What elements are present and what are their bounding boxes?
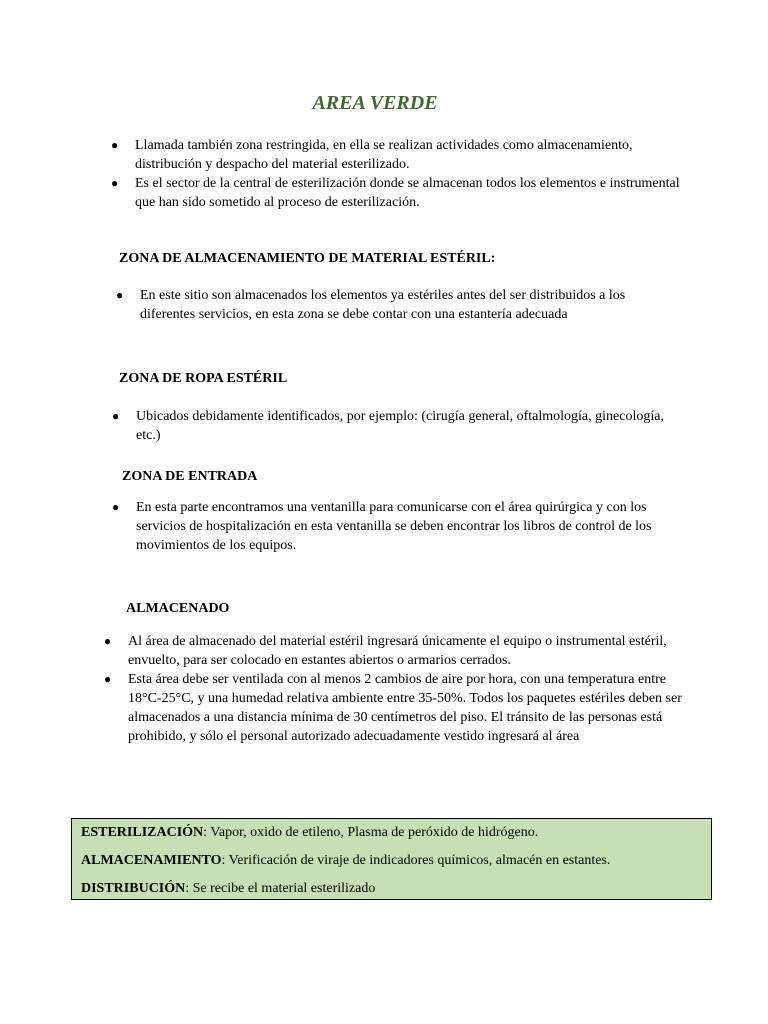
list-item: ● Ubicados debidamente identificados, por ejemplo: (cirugía general, oftalmología, ginecología, etc.)	[112, 409, 664, 443]
bullet-icon: ●	[112, 409, 120, 423]
bullet-icon: ●	[111, 138, 119, 152]
section-heading-almacenamiento: ZONA DE ALMACENAMIENTO DE MATERIAL ESTÉRIL:	[119, 251, 496, 266]
bullet-icon: ●	[111, 176, 119, 190]
summary-row-almacenamiento: ALMACENAMIENTO: Verificación de viraje de indicadores químicos, almacén en estantes.	[81, 853, 611, 868]
section-list-almacenado	[104, 632, 703, 746]
page-title: AREA VERDE	[312, 92, 438, 114]
bullet-icon: ●	[104, 672, 112, 686]
list-item: ● Llamada también zona restringida, en ella se realizan actividades como almacenamiento, distribución y despacho del material esterilizado.	[111, 138, 633, 172]
intro-list	[111, 136, 695, 212]
section-heading-ropa-esteril: ZONA DE ROPA ESTÉRIL	[119, 371, 288, 386]
list-item: ● Al área de almacenado del material estéril ingresará únicamente el equipo o instrumental estéril, envuelto, para ser colocado en estantes abiertos o armarios cerrados.	[104, 634, 667, 668]
section-list-ropa-esteril	[112, 407, 666, 445]
list-item: ● Es el sector de la central de esterilización donde se almacenan todos los elementos e instrumental que han sido sometido al proceso de esterilización.	[111, 176, 680, 210]
section-heading-zona-entrada: ZONA DE ENTRADA	[122, 469, 258, 484]
list-item: ● En este sitio son almacenados los elementos ya estériles antes del ser distribuidos a los diferentes servicios, en esta zona se debe contar con una estantería adecuada	[116, 288, 626, 322]
section-heading-almacenado: ALMACENADO	[126, 601, 230, 616]
summary-row-distribucion: DISTRIBUCIÓN: Se recibe el material esterilizado	[81, 881, 376, 896]
bullet-icon: ●	[116, 288, 124, 302]
bullet-icon: ●	[112, 500, 120, 514]
section-list-zona-entrada	[112, 498, 676, 555]
list-item: ● En esta parte encontramos una ventanilla para comunicarse con el área quirúrgica y con los servicios de hospitalización en esta ventanilla se deben encontrar los libros de control de los movimientos de los equipos.	[112, 500, 652, 553]
list-item: ● Esta área debe ser ventilada con al menos 2 cambios de aire por hora, con una temperatura entre 18°C-25°C, y una humedad relativa ambiente entre 35-50%. Todos los paquetes estériles deben ser almacenados a una distancia mínima de 30 centímetros del piso. El tránsito de las personas está prohibido, y sólo el personal autorizado adecuadamente vestido ingresará al área	[104, 672, 682, 744]
summary-row-esterilizacion: ESTERILIZACIÓN: Vapor, oxido de etileno, Plasma de peróxido de hidrógeno.	[81, 825, 539, 840]
section-list-almacenamiento	[116, 286, 670, 324]
summary-box	[71, 818, 712, 900]
bullet-icon: ●	[104, 634, 112, 648]
